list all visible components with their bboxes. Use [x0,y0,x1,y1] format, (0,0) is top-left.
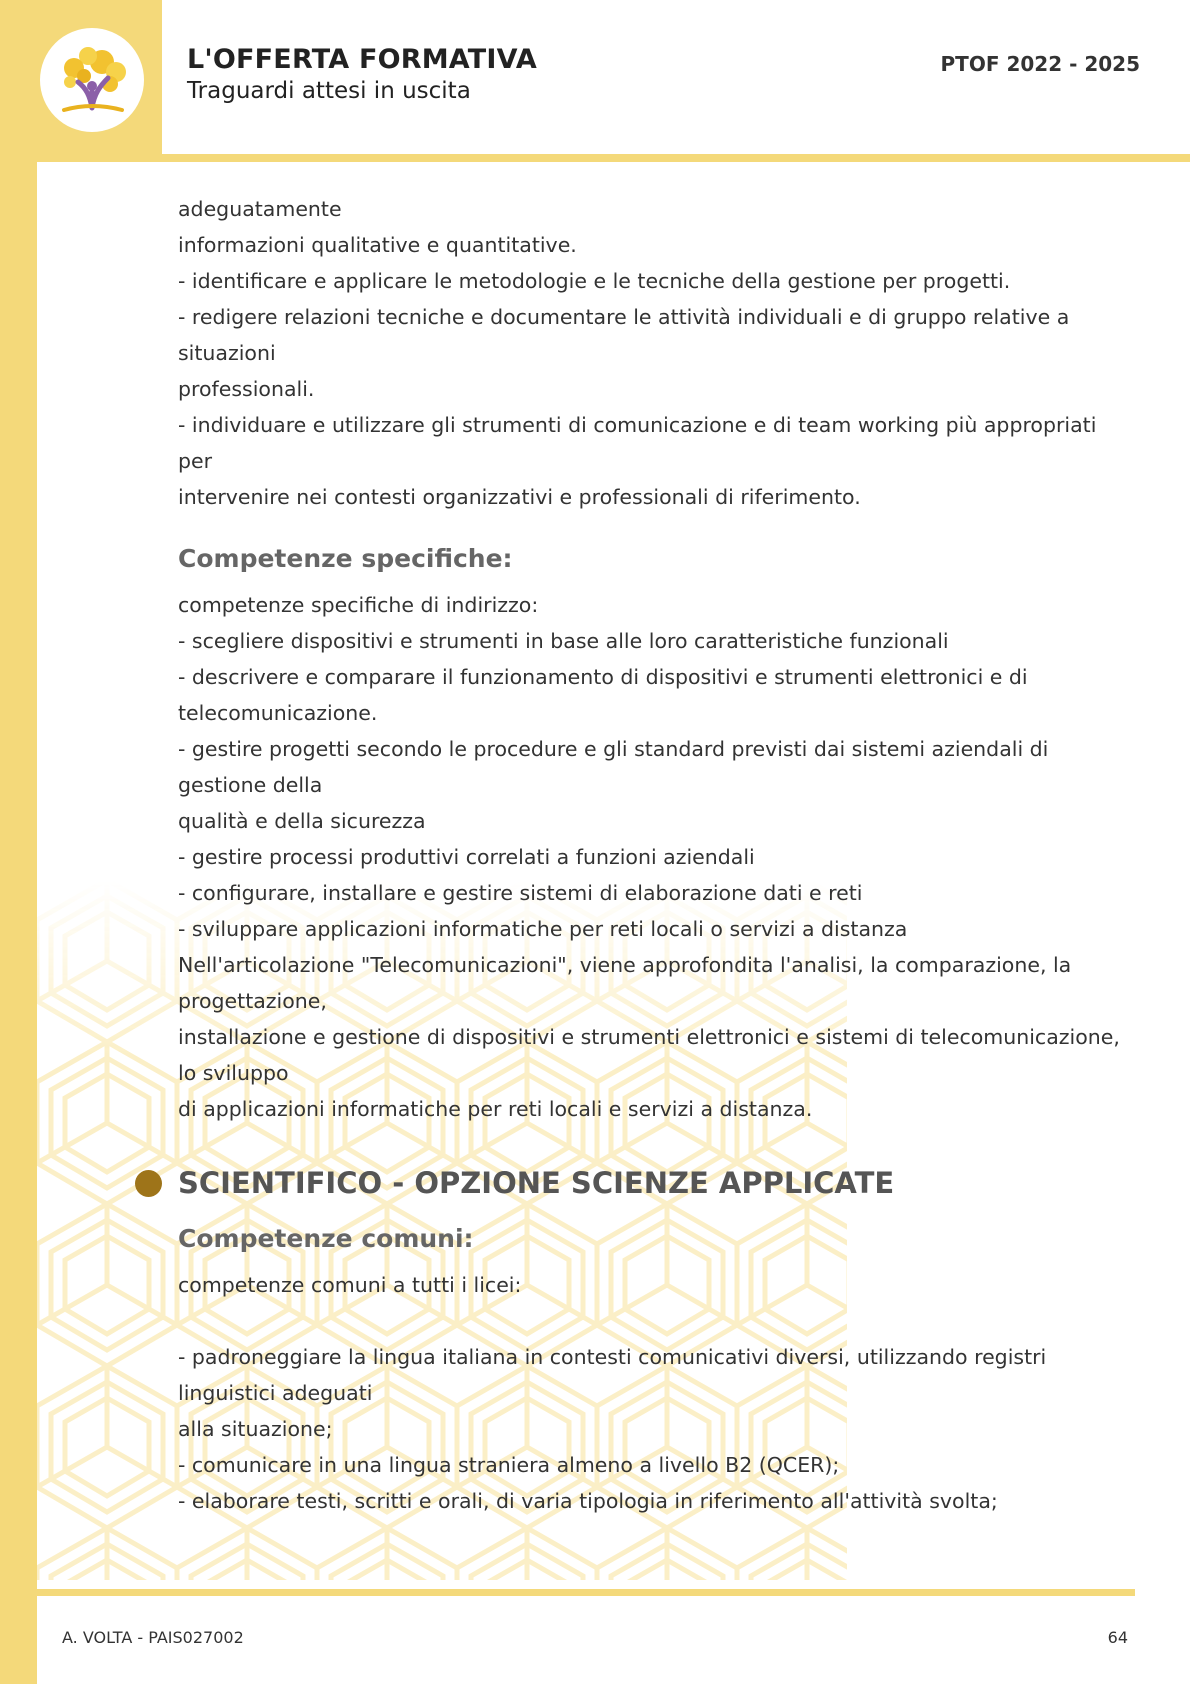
section-bullet-icon [135,1170,162,1197]
text-line: gestione della [178,773,323,797]
text-line: - configurare, installare e gestire sistemi di elaborazione dati e reti [178,881,863,905]
page-number: 64 [1107,1628,1128,1647]
document-title: L'OFFERTA FORMATIVA [187,44,538,75]
text-line: - gestire progetti secondo le procedure e gli standard previsti dai sistemi aziendali di [178,737,1049,761]
text-line: - redigere relazioni tecniche e documentare le attività individuali e di gruppo relative a [178,305,1070,329]
text-line: di applicazioni informatiche per reti locali e servizi a distanza. [178,1097,813,1121]
text-line: Nell'articolazione "Telecomunicazioni", viene approfondita l'analisi, la comparazione, la [178,953,1072,977]
left-decorative-band [0,0,37,1684]
text-line: professionali. [178,377,315,401]
text-line: per [178,449,213,473]
text-line: competenze specifiche di indirizzo: [178,593,539,617]
intro-text-block [178,191,1123,515]
competenze-specifiche-heading: Competenze specifiche: [178,544,513,573]
text-line: alla situazione; [178,1417,333,1441]
text-line: intervenire nei contesti organizzativi e professionali di riferimento. [178,485,861,509]
section-title [178,1163,1123,1203]
footer-divider [37,1589,1135,1596]
text-line: progettazione, [178,989,327,1013]
text-line: - gestire processi produttivi correlati a funzioni aziendali [178,845,755,869]
text-line: - sviluppare applicazioni informatiche per reti locali o servizi a distanza [178,917,908,941]
main-content [178,191,1123,1519]
section-title-text: SCIENTIFICO - OPZIONE SCIENZE APPLICATE [178,1166,895,1200]
text-line: lo sviluppo [178,1061,289,1085]
text-line: telecomunicazione. [178,701,378,725]
document-subtitle: Traguardi attesi in uscita [187,78,471,104]
text-line: - scegliere dispositivi e strumenti in base alle loro caratteristiche funzionali [178,629,949,653]
ptof-label: PTOF 2022 - 2025 [940,52,1140,76]
text-line: competenze comuni a tutti i licei: [178,1273,522,1297]
text-line: - identificare e applicare le metodologie e le tecniche della gestione per progetti. [178,269,1011,293]
tree-logo-icon [40,28,144,132]
text-line: - elaborare testi, scritti e orali, di varia tipologia in riferimento all'attività svolta; [178,1489,998,1513]
text-line: installazione e gestione di dispositivi e strumenti elettronici e sistemi di telecomunicazione, [178,1025,1120,1049]
text-line: - descrivere e comparare il funzionamento di dispositivi e strumenti elettronici e di [178,665,1028,689]
text-line: qualità e della sicurezza [178,809,426,833]
competenze-comuni-list [178,1339,1123,1519]
text-line: - comunicare in una lingua straniera almeno a livello B2 (QCER); [178,1453,840,1477]
text-line: linguistici adeguati [178,1381,373,1405]
text-line: - padroneggiare la lingua italiana in contesti comunicativi diversi, utilizzando registri [178,1345,1047,1369]
text-line: situazioni [178,341,276,365]
competenze-specifiche-list [178,587,1123,1127]
footer-school-code: A. VOLTA - PAIS027002 [62,1628,244,1647]
competenze-comuni-intro [178,1267,1123,1303]
text-line: - individuare e utilizzare gli strumenti di comunicazione e di team working più appropriati [178,413,1097,437]
competenze-comuni-heading: Competenze comuni: [178,1224,474,1253]
header-divider [37,154,1190,162]
text-line: adeguatamente [178,197,342,221]
text-line: informazioni qualitative e quantitative. [178,233,577,257]
